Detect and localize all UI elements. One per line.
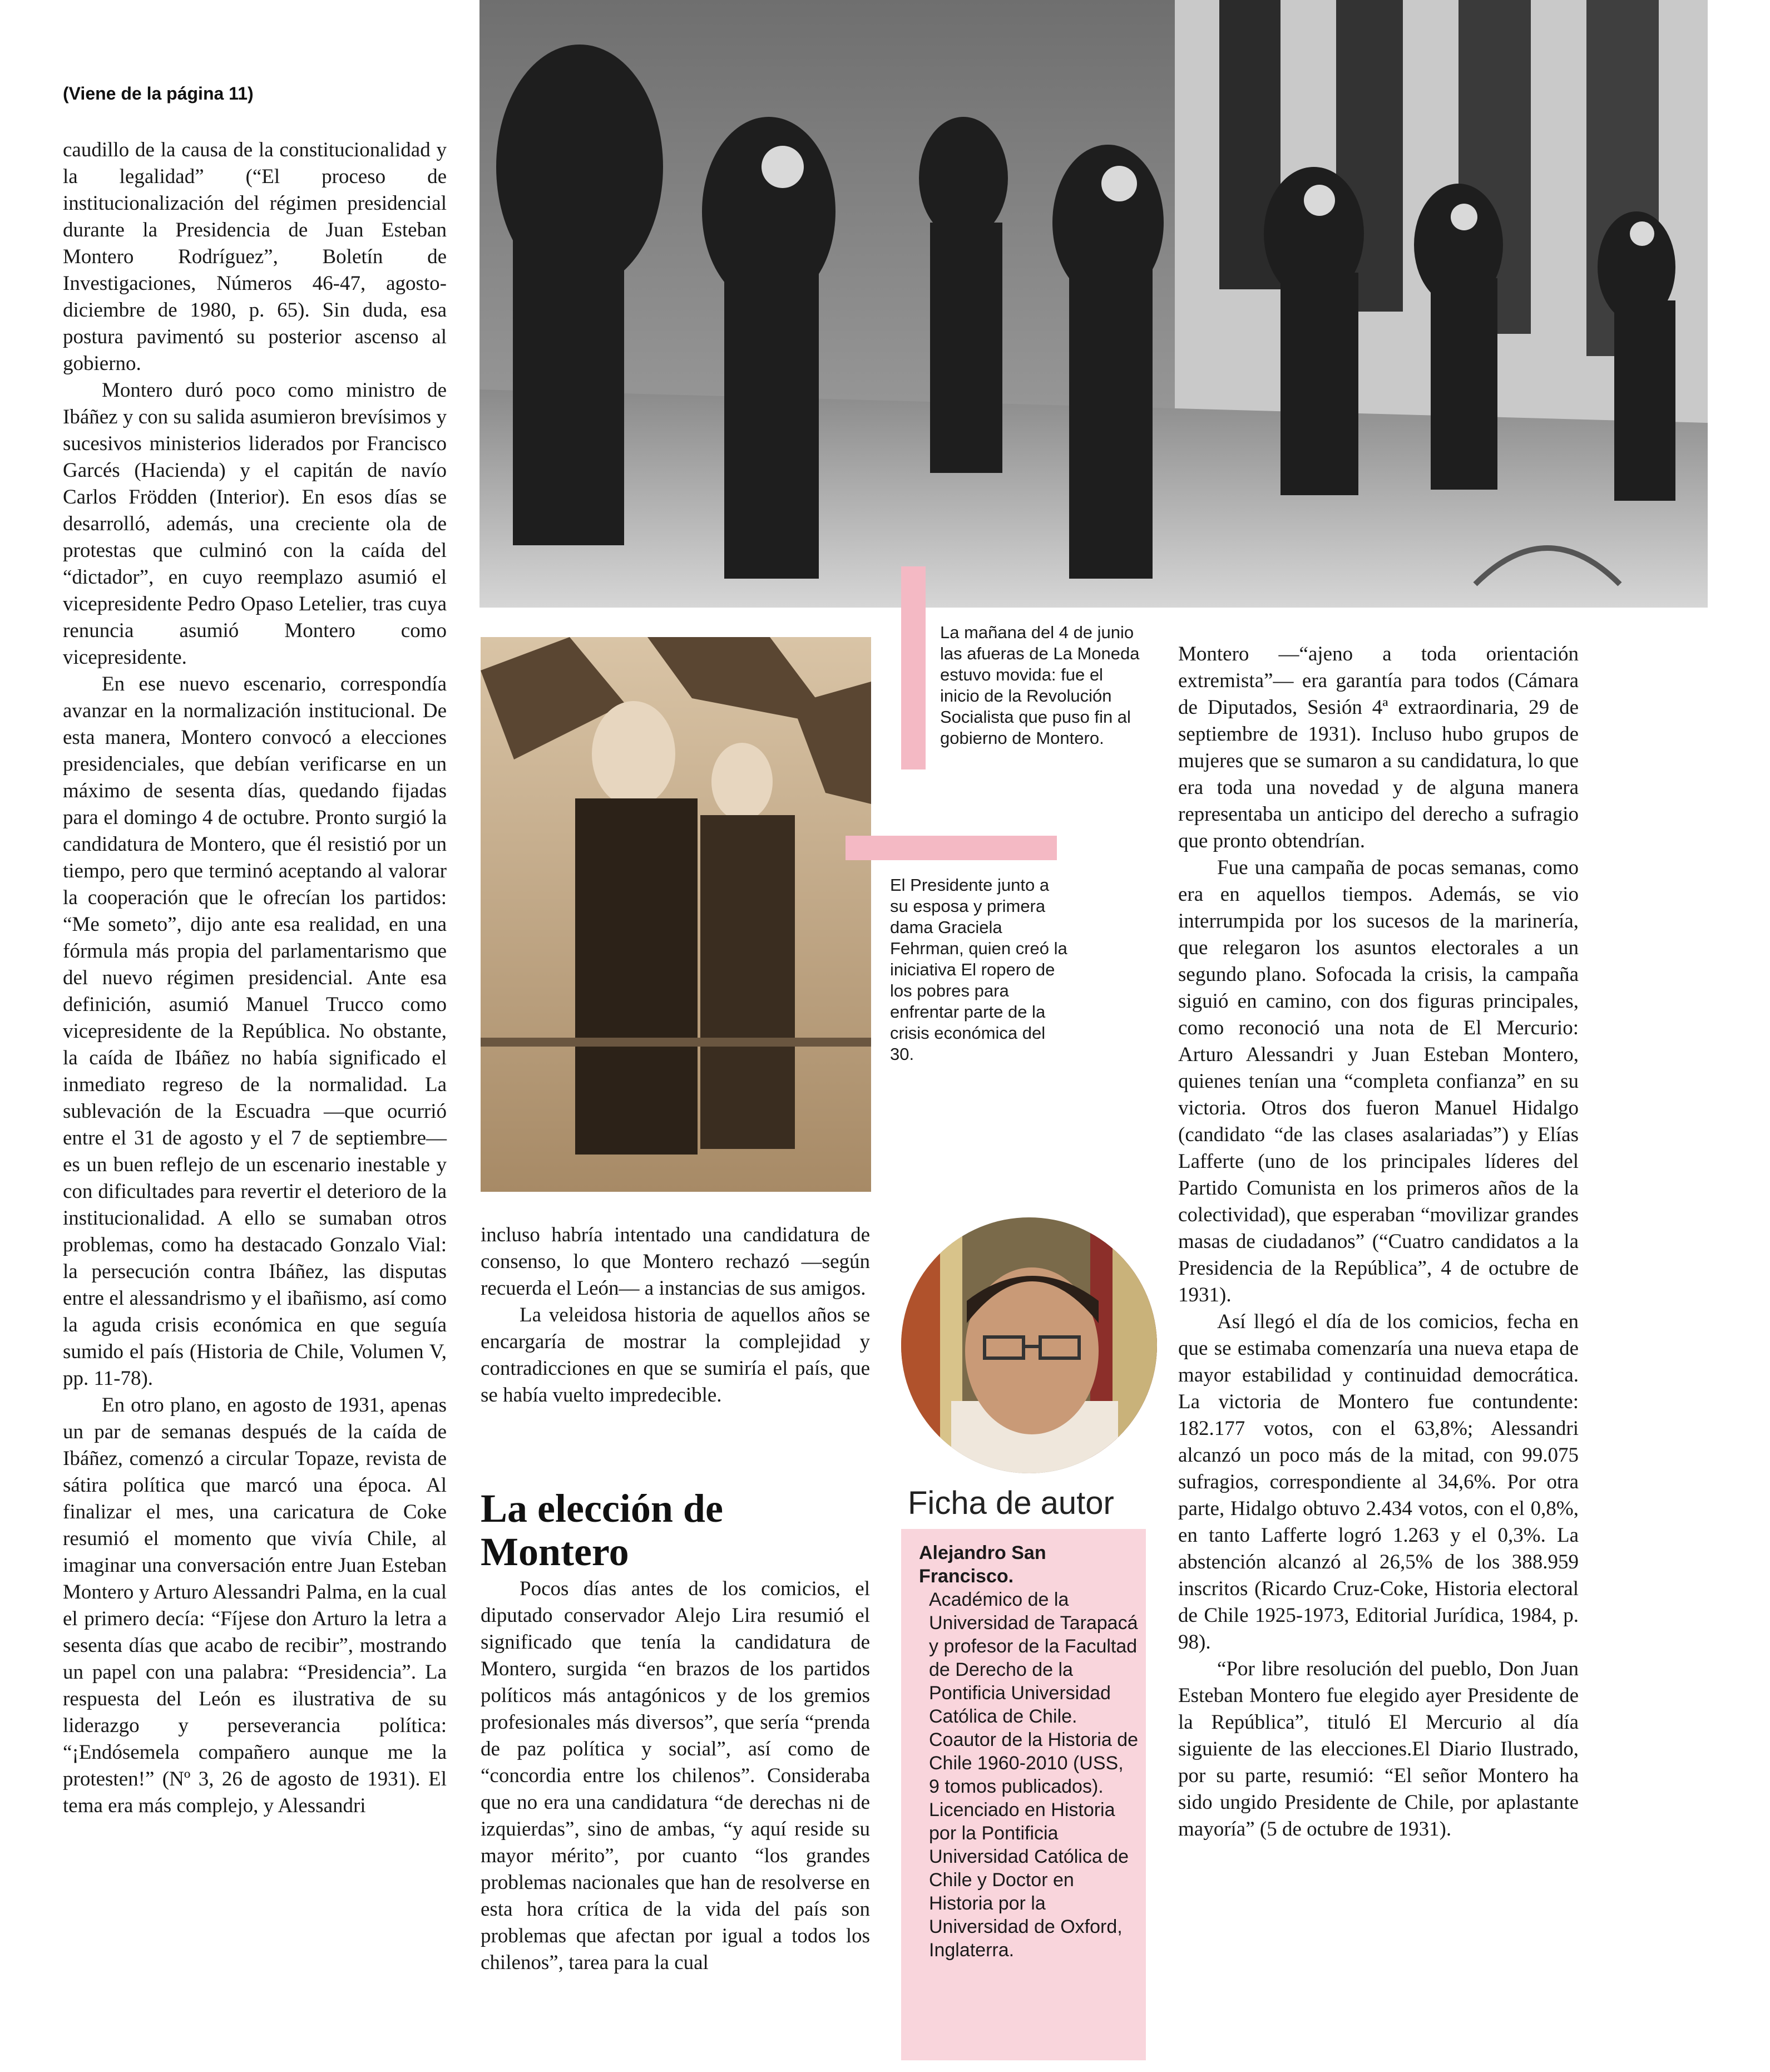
column-4 bbox=[1178, 641, 1579, 1843]
paragraph: La veleidosa historia de aquellos años se encargaría de mostrar la complejidad y contradicciones en que se sumiría el país, que se había vuelto impredecible. bbox=[481, 1304, 870, 1407]
column-2 bbox=[481, 1222, 870, 1409]
column-2-continued bbox=[481, 1576, 870, 1976]
caption-accent-bar bbox=[901, 566, 926, 769]
paragraph: Montero —“ajeno a toda orientación extremista”— era garantía para todos (Cámara de Diputados, Sesión 4ª extraordinaria, 29 de septiembre de 1931). Incluso hubo grupos de mujeres que se sumaron a su candidatura, lo que era toda una novedad y de alguna manera representaba un anticipo del derecho a sufragio que pronto obtendrían. bbox=[1178, 643, 1579, 852]
paragraph: Fue una campaña de pocas semanas, como era en aquellos tiempos. Además, se vio interrumpida por los sucesos de la marinería, que relegaron los asuntos electorales a un segundo plano. Sofocada la crisis, la campaña siguió en camino, con dos figuras principales, como reconoció una nota de El Mercurio: Arturo Alessandri y Juan Esteban Montero, quienes tenían una “completa confianza” en su victoria. Otros dos fueron Manuel Hidalgo (candidato “de las clases asalariadas”) y Elías Lafferte (uno de los principales líderes del Partido Comunista en los primeros años de la colectividad), que esperaban “movilizar grandes masas de ciudadanos” (“Cuatro candidatos a la Presidencia de la República”, 4 de octubre de 1931). bbox=[1178, 856, 1579, 1306]
author-box-title: Ficha de autor bbox=[908, 1485, 1114, 1521]
paragraph: Pocos días antes de los comicios, el diputado conservador Alejo Lira resumió el significado que tenía la candidatura de Montero, surgida “en brazos de los partidos políticos más antagónicos y de los gremios profesionales más diversos”, que sería “prenda de paz política y social”, así como de “concordia entre los chilenos”. Consideraba que no era una candidatura “de derechas ni de izquierdas”, sino de ambas, “y aquí reside su mayor mérito”, por cuanto “los grandes problemas nacionales que han de resolverse en esta hora crítica de la vida del país son problemas que afectan por igual a todos los chilenos”, tarea para la cual bbox=[481, 1577, 870, 1974]
caption-accent-bar bbox=[846, 836, 1057, 860]
photo-caption-2: El Presidente junto a su esposa y primera dama Graciela Fehrman, quien creó la iniciativa El ropero de los pobres para enfrentar parte de la crisis económica del 30. bbox=[890, 875, 1067, 1064]
author-portrait bbox=[901, 1217, 1157, 1473]
la-moneda-street-photo bbox=[479, 0, 1708, 608]
president-and-wife-photo bbox=[481, 637, 871, 1192]
author-box bbox=[901, 1529, 1146, 2060]
section-headline: La elección de Montero bbox=[481, 1486, 723, 1574]
paragraph: Así llegó el día de los comicios, fecha en que se estimaba comenzaría una nueva etapa de mayor estabilidad y continuidad democrática. La victoria de Montero fue contundente: 182.177 votos, con el 63,8%; Alessandri alcanzó un poco más de la mitad, con 99.075 sufragios, correspondiente al 34,6%. Por otra parte, Hidalgo obtuvo 2.434 votos, con el 0,8%, en tanto Lafferte logró 1.263 y el 0,3%. La abstención alcanzó al 26,5% de los 388.959 inscritos (Ricardo Cruz-Coke, Historia electoral de Chile 1925-1973, Editorial Jurídica, 1984, p. 98). bbox=[1178, 1310, 1579, 1654]
author-bio bbox=[919, 1541, 1139, 1962]
paragraph: caudillo de la causa de la constitucionalidad y la legalidad” (“El proceso de institucionalización del régimen presidencial durante la Presidencia de Juan Esteban Montero Rodríguez”, Boletín de Investigaciones, Números 46-47, agosto-diciembre de 1980, p. 65). Sin duda, esa postura pavimentó su posterior ascenso al gobierno. bbox=[63, 139, 447, 375]
author-bio-text: Académico de la Universidad de Tarapacá y profesor de la Facultad de Derecho de la Pontificia Universidad Católica de Chile. Coautor de la Historia de Chile 1960-2010 (USS, 9 tomos publicados). Licenciado en Historia por la Pontificia Universidad Católica de Chile y Doctor en Historia por la Universidad de Oxford, Inglaterra. bbox=[929, 1589, 1139, 1961]
paragraph: Montero duró poco como ministro de Ibáñez y con su salida asumieron brevísimos y sucesivos ministerios liderados por Francisco Garcés (Hacienda) y el capitán de navío Carlos Frödden (Interior). En esos días se desarrolló, además, una creciente ola de protestas que culminó con la caída del “dictador”, en cuyo reemplazo asumió el vicepresidente Pedro Opaso Letelier, tras cuya renuncia asumió Montero como vicepresidente. bbox=[63, 379, 447, 669]
paragraph: incluso habría intentado una candidatura de consenso, lo que Montero rechazó —según recuerda el León— a instancias de sus amigos. bbox=[481, 1224, 870, 1300]
photo-caption-1: La mañana del 4 de junio las afueras de La Moneda estuvo movida: fue el inicio de la Revolución Socialista que puso fin al gobierno de Montero. bbox=[940, 623, 1140, 748]
continued-from-label: (Viene de la página 11) bbox=[63, 83, 254, 103]
column-1 bbox=[63, 137, 447, 1819]
author-name: Alejandro San Francisco. bbox=[919, 1542, 1046, 1587]
paragraph: “Por libre resolución del pueblo, Don Juan Esteban Montero fue elegido ayer Presidente de la República”, tituló El Mercurio al día siguiente de las elecciones.El Diario Ilustrado, por su parte, resumió: “El señor Montero ha sido ungido Presidente de Chile, por aplastante mayoría” (5 de octubre de 1931). bbox=[1178, 1657, 1579, 1841]
paragraph: En ese nuevo escenario, correspondía avanzar en la normalización institucional. De esta manera, Montero convocó a elecciones presidenciales, que debían verificarse en un máximo de sesenta días, quedando fijadas para el domingo 4 de octubre. Pronto surgió la candidatura de Montero, que él resistió por un tiempo, pero que terminó aceptando al valorar la cooperación que le ofrecían los partidos: “Me someto”, dijo ante esa realidad, en una fórmula más propia del parlamentarismo que del nuevo régimen presidencial. Ante esa definición, asumió Manuel Trucco como vicepresidente de la República. No obstante, la caída de Ibáñez no había significado el inmediato regreso de la normalidad. La sublevación de la Escuadra —que ocurrió entre el 31 de agosto y el 7 de septiembre— es un buen reflejo de un escenario inestable y con dificultades para revertir el deterioro de la institucionalidad. A ello se sumaban otros problemas, como ha destacado Gonzalo Vial: la persecución contra Ibáñez, las disputas entre el alessandrismo y el ibañismo, así como la aguda crisis económica en que seguía sumido el país (Historia de Chile, Volumen V, pp. 11-78). bbox=[63, 673, 447, 1390]
paragraph: En otro plano, en agosto de 1931, apenas un par de semanas después de la caída de Ibáñez, comenzó a circular Topaze, revista de sátira política que marcó una época. Al finalizar el mes, una caricatura de Coke resumió el momento que vivía Chile, al imaginar una conversación entre Juan Esteban Montero y Arturo Alessandri Palma, en la cual el primero decía: “Fíjese don Arturo la letra a sesenta días que acabo de recibir”, mostrando un papel con una palabra: “Presidencia”. La respuesta del León es ilustrativa de su liderazgo y perseverancia política: “¡Endósemela compañero aunque me la protesten!” (Nº 3, 26 de agosto de 1931). El tema era más complejo, y Alessandri bbox=[63, 1394, 447, 1817]
